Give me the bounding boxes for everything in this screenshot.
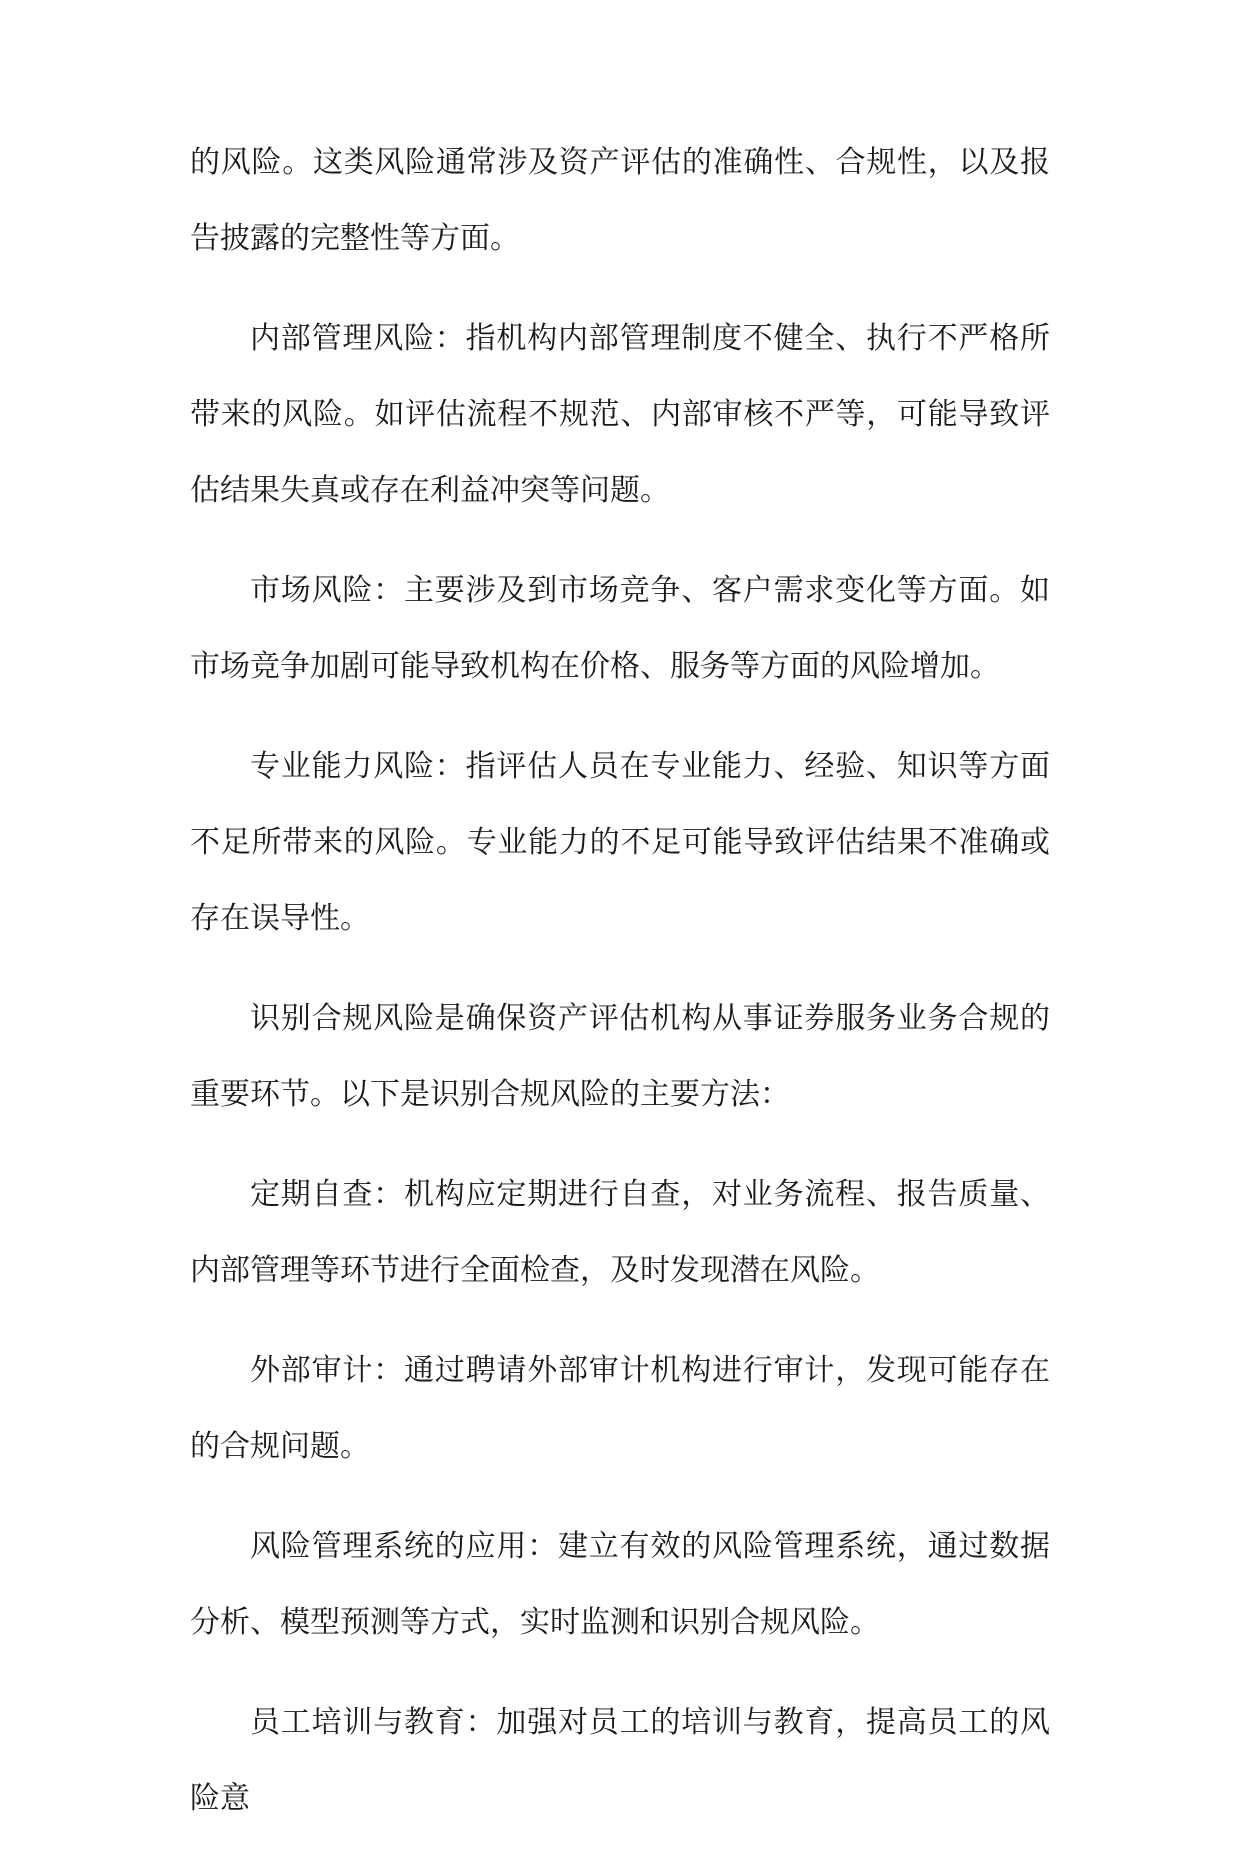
paragraph-professional-capability-risk: 专业能力风险：指评估人员在专业能力、经验、知识等方面不足所带来的风险。专业能力的不足可能导致评估结果不准确或存在误导性。 bbox=[190, 749, 1050, 936]
paragraph-external-audit: 外部审计：通过聘请外部审计机构进行审计，发现可能存在的合规问题。 bbox=[190, 1353, 1050, 1464]
paragraph-internal-management-risk: 内部管理风险：指机构内部管理制度不健全、执行不严格所带来的风险。如评估流程不规范、内部审核不严等，可能导致评估结果失真或存在利益冲突等问题。 bbox=[190, 321, 1050, 508]
paragraph-identify-compliance-risk: 识别合规风险是确保资产评估机构从事证券服务业务合规的重要环节。以下是识别合规风险的主要方法： bbox=[190, 1001, 1050, 1112]
body-text bbox=[190, 143, 1050, 1861]
paragraph-continuation: 的风险。这类风险通常涉及资产评估的准确性、合规性，以及报告披露的完整性等方面。 bbox=[190, 145, 1050, 256]
paragraph-self-inspection: 定期自查：机构应定期进行自查，对业务流程、报告质量、内部管理等环节进行全面检查，及时发现潜在风险。 bbox=[190, 1177, 1050, 1288]
paragraph-staff-training: 员工培训与教育：加强对员工的培训与教育，提高员工的风险意 bbox=[190, 1705, 1050, 1816]
paragraph-risk-management-system: 风险管理系统的应用：建立有效的风险管理系统，通过数据分析、模型预测等方式，实时监测和识别合规风险。 bbox=[190, 1529, 1050, 1640]
paragraph-market-risk: 市场风险：主要涉及到市场竞争、客户需求变化等方面。如市场竞争加剧可能导致机构在价格、服务等方面的风险增加。 bbox=[190, 573, 1050, 684]
